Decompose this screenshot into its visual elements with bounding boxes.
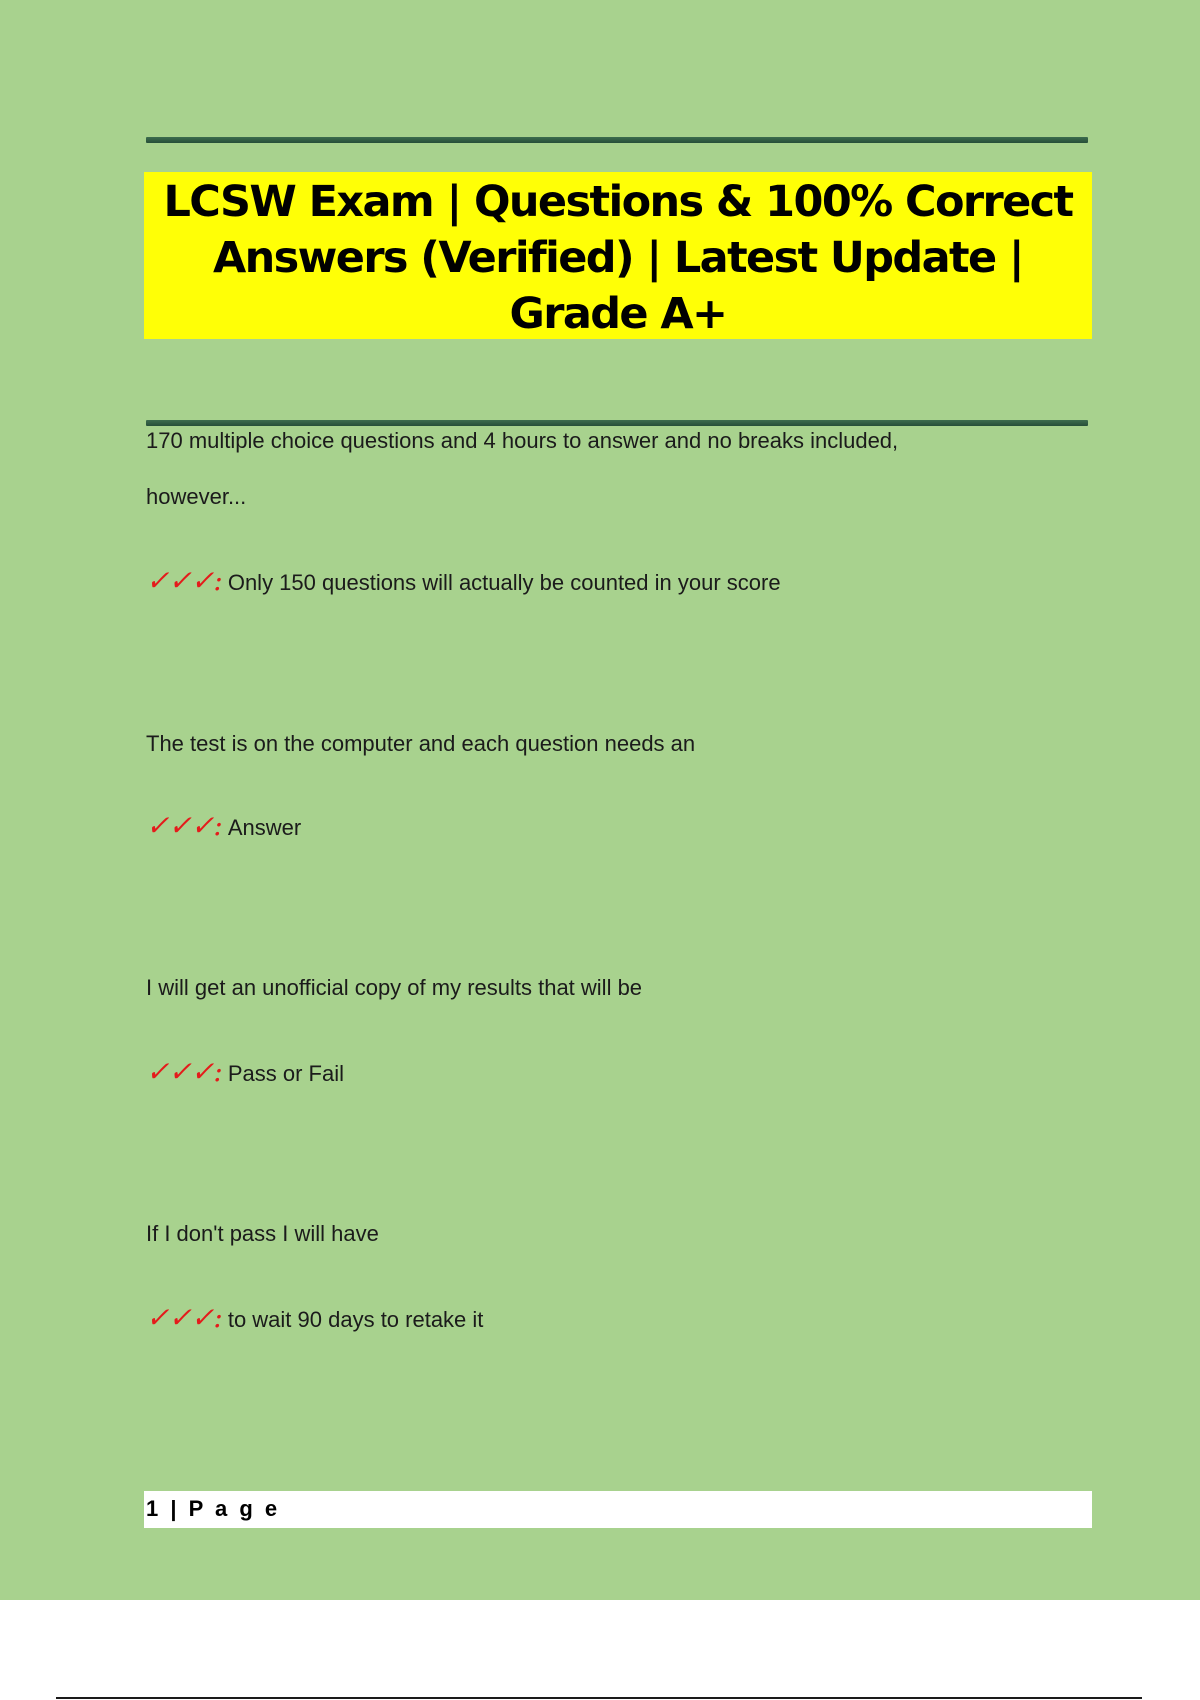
answer-1-text: Only 150 questions will actually be counted in your score bbox=[227, 570, 781, 595]
top-divider bbox=[146, 137, 1088, 143]
checkmark-icon: ✓✓✓: bbox=[146, 809, 222, 842]
question-4 bbox=[146, 1206, 379, 1262]
title-highlight-box bbox=[144, 172, 1092, 339]
checkmark-icon: ✓✓✓: bbox=[146, 564, 222, 597]
answer-3 bbox=[146, 1057, 344, 1089]
answer-1 bbox=[146, 566, 781, 598]
bottom-divider bbox=[56, 1697, 1142, 1699]
question-2-line-1: The test is on the computer and each question needs an bbox=[146, 731, 696, 756]
checkmark-icon: ✓✓✓: bbox=[146, 1301, 222, 1334]
answer-4 bbox=[146, 1303, 483, 1335]
question-1-line-1: 170 multiple choice questions and 4 hours to answer and no breaks included, bbox=[146, 428, 899, 453]
answer-3-text: Pass or Fail bbox=[227, 1061, 344, 1086]
answer-2-text: Answer bbox=[227, 815, 302, 840]
question-1-line-2: however... bbox=[146, 484, 247, 509]
page-number: 1 | P a g e bbox=[146, 1496, 281, 1521]
question-4-line-1: If I don't pass I will have bbox=[146, 1221, 379, 1246]
question-3 bbox=[146, 960, 642, 1016]
answer-4-text: to wait 90 days to retake it bbox=[227, 1307, 484, 1332]
question-1 bbox=[146, 413, 898, 525]
question-2 bbox=[146, 716, 695, 772]
document-title: LCSW Exam | Questions & 100% Correct Answers (Verified) | Latest Update | Grade A+ bbox=[163, 177, 1073, 339]
checkmark-icon: ✓✓✓: bbox=[146, 1055, 222, 1088]
page-footer bbox=[144, 1491, 1092, 1528]
answer-2 bbox=[146, 811, 301, 843]
question-3-line-1: I will get an unofficial copy of my results that will be bbox=[146, 975, 643, 1000]
